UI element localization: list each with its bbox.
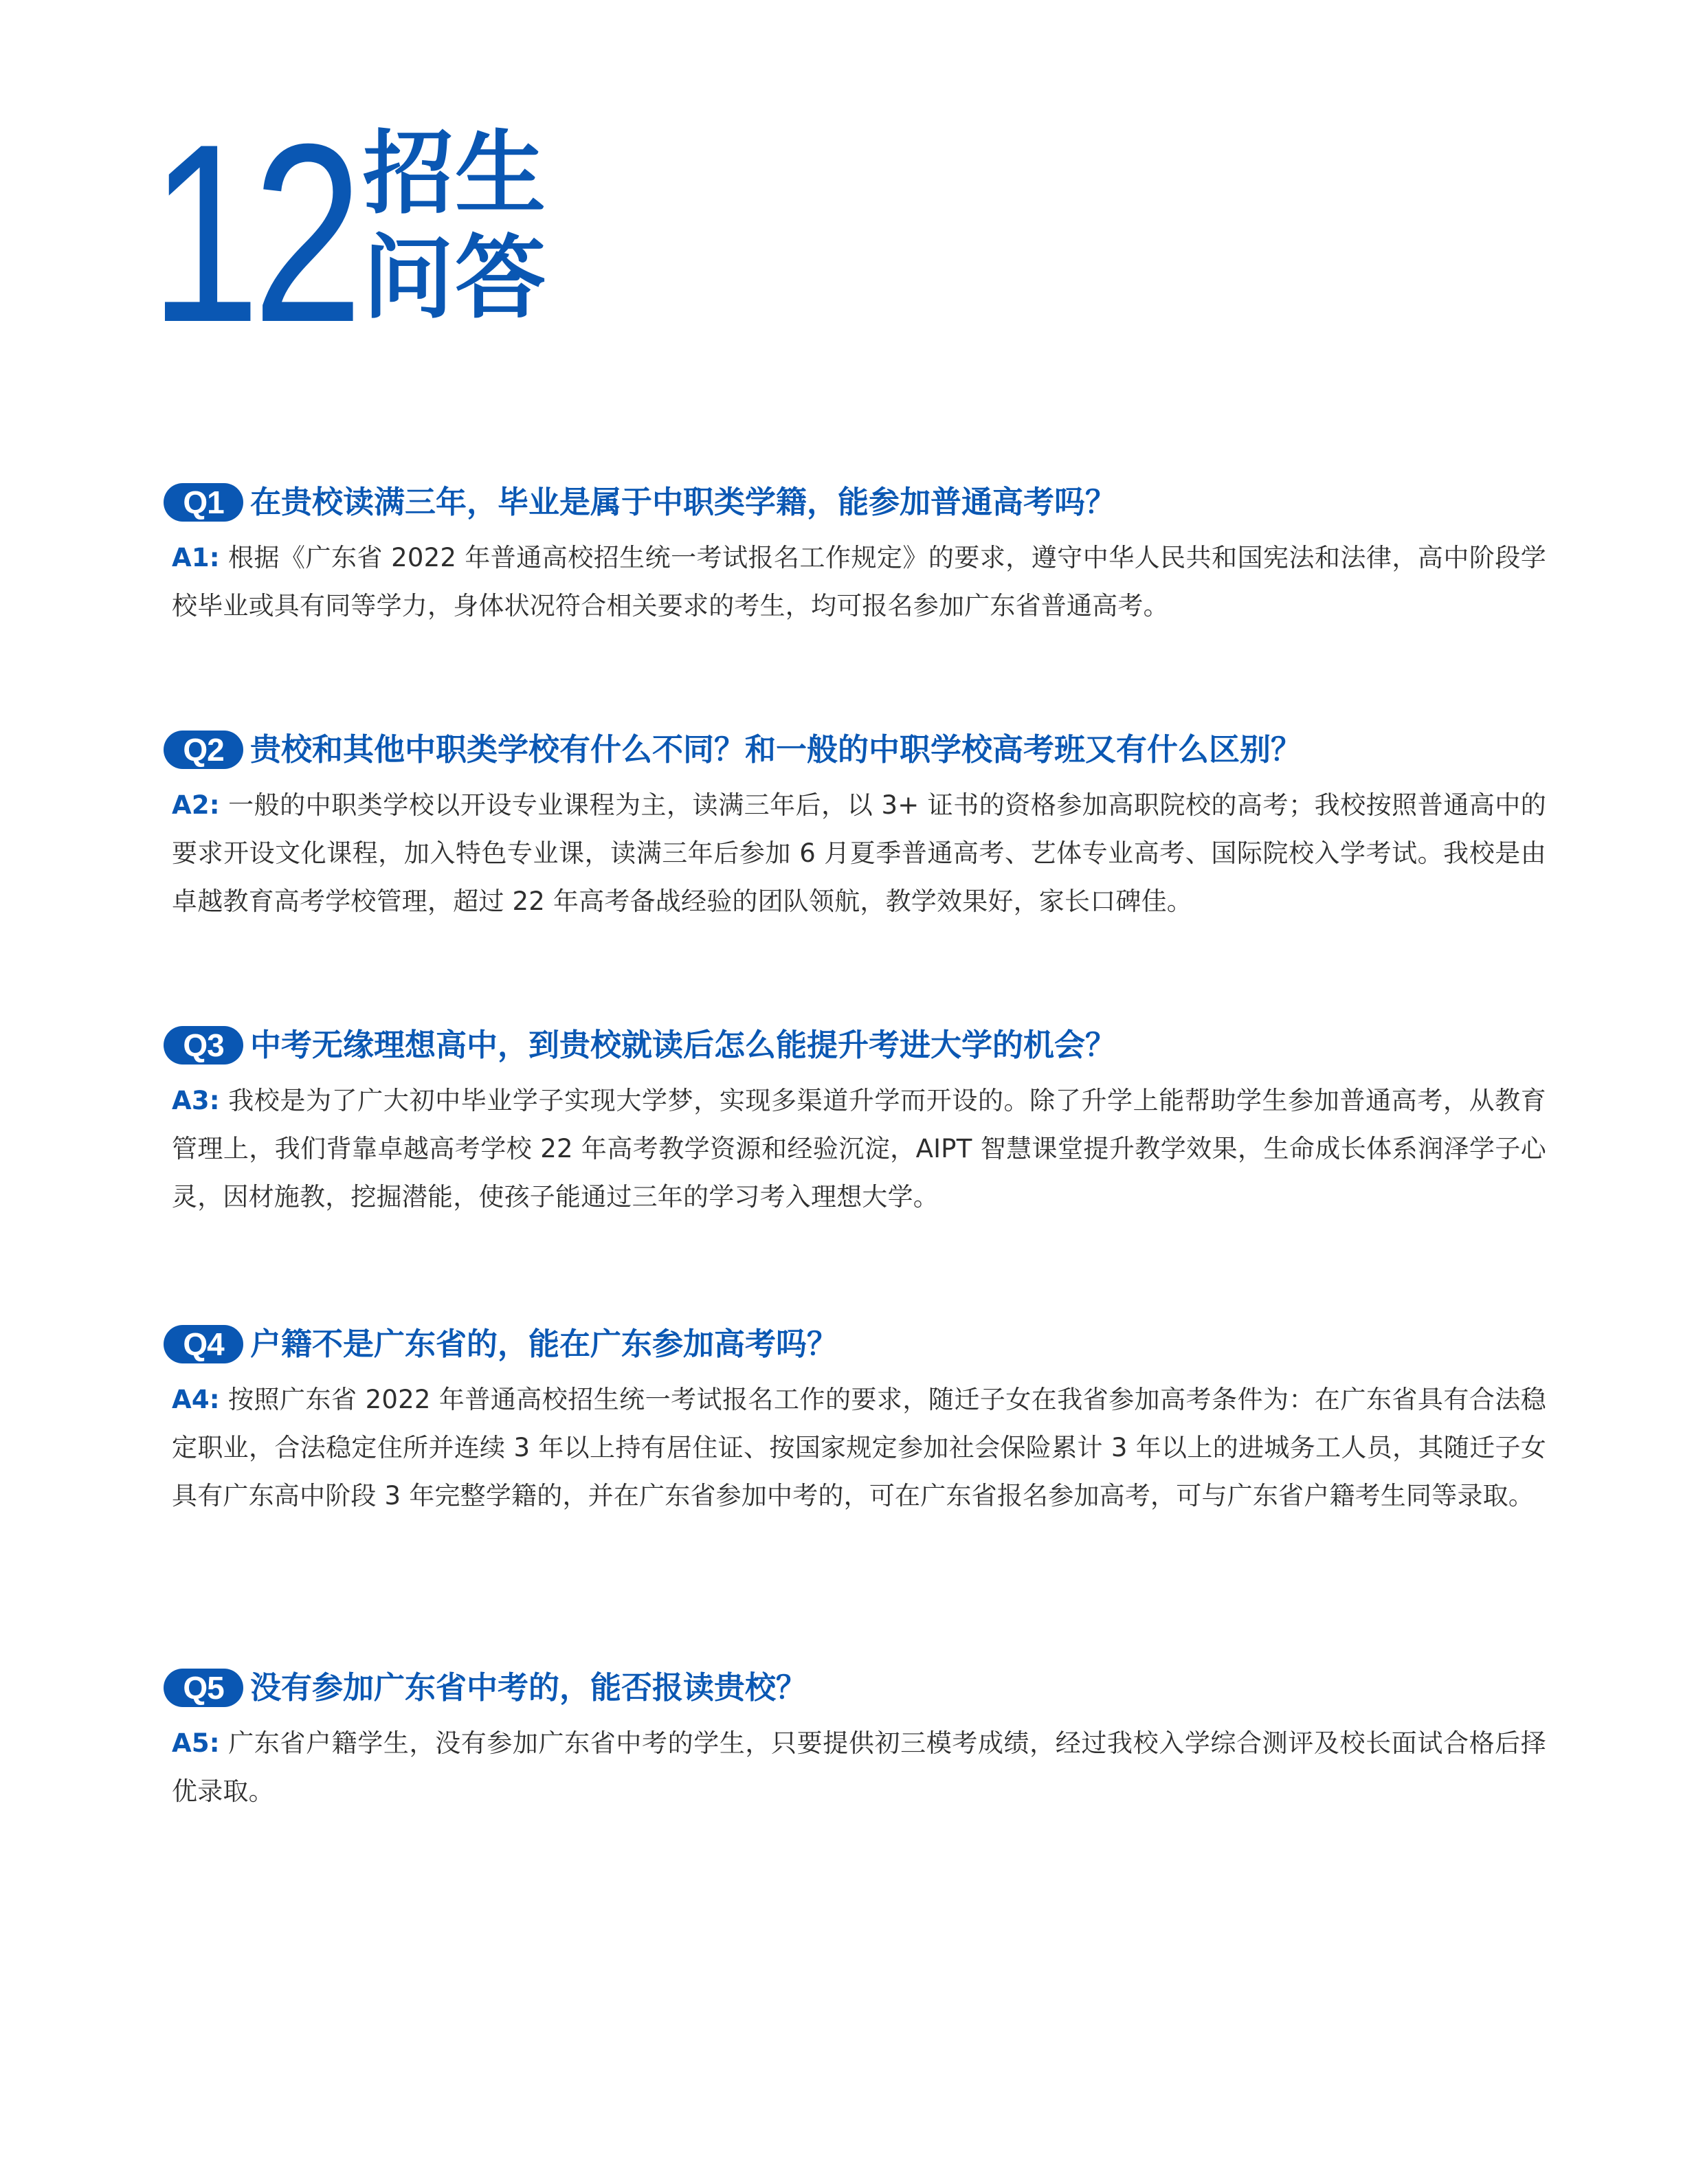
question-row: [164, 1663, 1552, 1713]
question-text: 中考无缘理想高中，到贵校就读后怎么能提升考进大学的机会？: [250, 1027, 1117, 1063]
question-badge: Q3: [164, 1026, 243, 1065]
question-badge: Q4: [164, 1325, 243, 1363]
answer-label: A2:: [172, 790, 220, 820]
faq-item-5: [164, 1663, 1552, 1816]
answer-label: A4:: [172, 1385, 220, 1414]
section-title-line-2: 问答: [363, 225, 547, 331]
answer-text-block: [164, 1077, 1546, 1221]
faq-item-3: [164, 1021, 1552, 1221]
question-row: [164, 478, 1552, 527]
question-text: 没有参加广东省中考的，能否报读贵校？: [250, 1669, 807, 1706]
answer-text: 广东省户籍学生，没有参加广东省中考的学生，只要提供初三模考成绩，经过我校入学综合测评及校长面试合格后择优录取。: [172, 1728, 1546, 1806]
answer-label: A3:: [172, 1086, 220, 1115]
answer-text-block: [164, 534, 1546, 630]
faq-item-1: [164, 478, 1552, 630]
answer-text-block: [164, 1719, 1546, 1816]
answer-text: 按照广东省 2022 年普通高校招生统一考试报名工作的要求，随迁子女在我省参加高考条件为：在广东省具有合法稳定职业，合法稳定住所并连续 3 年以上持有居住证、按国家规定参加社会保险累计 3 年以上的进城务工人员，其随迁子女具有广东高中阶段 3 年完整学籍的，并在广东省参加中考的，可在广东省报名参加高考，可与广东省户籍考生同等录取。: [172, 1385, 1546, 1511]
answer-text: 我校是为了广大初中毕业学子实现大学梦，实现多渠道升学而开设的。除了升学上能帮助学生参加普通高考，从教育管理上，我们背靠卓越高考学校 22 年高考教学资源和经验沉淀，AIPT 智慧课堂提升教学效果，生命成长体系润泽学子心灵，因材施教，挖掘潜能，使孩子能通过三年的学习考入理想大学。: [172, 1086, 1546, 1212]
question-row: [164, 1021, 1552, 1070]
question-text: 在贵校读满三年，毕业是属于中职类学籍，能参加普通高考吗？: [250, 484, 1117, 520]
question-badge: Q2: [164, 731, 243, 769]
section-title: [363, 122, 569, 331]
answer-text: 根据《广东省 2022 年普通高校招生统一考试报名工作规定》的要求，遵守中华人民共和国宪法和法律，高中阶段学校毕业或具有同等学力，身体状况符合相关要求的考生，均可报名参加广东省普通高考。: [172, 543, 1546, 621]
faq-item-2: [164, 725, 1552, 926]
answer-label: A1:: [172, 543, 220, 572]
section-number: 12: [150, 91, 356, 375]
faq-item-4: [164, 1319, 1552, 1520]
answer-text-block: [164, 1376, 1546, 1520]
question-badge: Q5: [164, 1669, 243, 1707]
question-badge: Q1: [164, 483, 243, 522]
section-title-line-1: 招生: [363, 121, 547, 227]
answer-text-block: [164, 781, 1546, 926]
answer-label: A5:: [172, 1728, 220, 1758]
question-row: [164, 725, 1552, 775]
question-row: [164, 1319, 1552, 1369]
question-text: 贵校和其他中职类学校有什么不同？和一般的中职学校高考班又有什么区别？: [250, 731, 1302, 768]
answer-text: 一般的中职类学校以开设专业课程为主，读满三年后，以 3+ 证书的资格参加高职院校的高考；我校按照普通高中的要求开设文化课程，加入特色专业课，读满三年后参加 6 月夏季普通高考、艺体专业高考、国际院校入学考试。我校是由卓越教育高考学校管理，超过 22 年高考备战经验的团队领航，教学效果好，家长口碑佳。: [172, 790, 1546, 916]
question-text: 户籍不是广东省的，能在广东参加高考吗？: [250, 1326, 838, 1362]
